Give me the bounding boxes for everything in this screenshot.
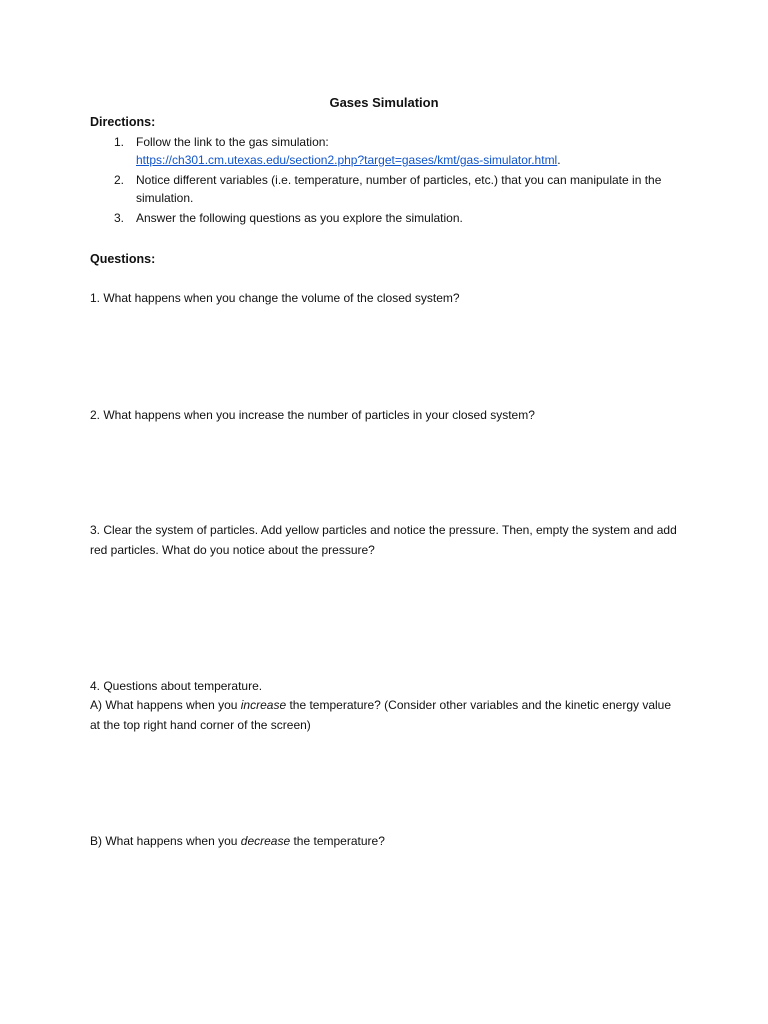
question-3: 3. Clear the system of particles. Add yellow particles and notice the pressure. Then, empty the system and add red particles. What do you notice about the pressure? — [90, 523, 677, 557]
direction-number: 3. — [114, 211, 125, 225]
directions-label: Directions: — [90, 115, 156, 129]
question-2: 2. What happens when you increase the number of particles in your closed system? — [90, 408, 535, 422]
direction-item-3 — [90, 209, 690, 227]
question-4a-text-rest: the temperature? (Consider other variables and the kinetic energy value at the top right hand corner of the screen) — [90, 698, 672, 732]
direction-item-1 — [90, 133, 690, 169]
direction-text: Notice different variables (i.e. temperature, number of particles, etc.) that you can manipulate in the simulation. — [136, 173, 662, 205]
question-4-heading: 4. Questions about temperature. — [90, 679, 263, 693]
direction-text: Follow the link to the gas simulation: — [136, 135, 329, 149]
direction-text: Answer the following questions as you explore the simulation. — [136, 211, 463, 225]
question-1: 1. What happens when you change the volume of the closed system? — [90, 291, 460, 305]
question-4b — [90, 831, 680, 851]
question-4b-text: B) What happens when you — [90, 834, 241, 848]
questions-label: Questions: — [90, 252, 156, 266]
gas-simulation-link[interactable]: https://ch301.cm.utexas.edu/section2.php?target=gases/kmt/gas-simulator.html — [136, 153, 558, 167]
question-4a — [90, 695, 680, 735]
question-4a-text: A) What happens when you — [90, 698, 241, 712]
direction-item-2 — [90, 171, 690, 207]
direction-number: 2. — [114, 173, 125, 187]
document-title: Gases Simulation — [329, 95, 439, 110]
question-4b-emphasis: decrease — [240, 834, 291, 848]
directions-list — [90, 133, 690, 229]
question-4a-emphasis: increase — [240, 698, 287, 712]
question-4b-text-rest: the temperature? — [290, 834, 385, 848]
direction-link-punctuation: . — [557, 153, 561, 167]
direction-number: 1. — [114, 135, 125, 149]
